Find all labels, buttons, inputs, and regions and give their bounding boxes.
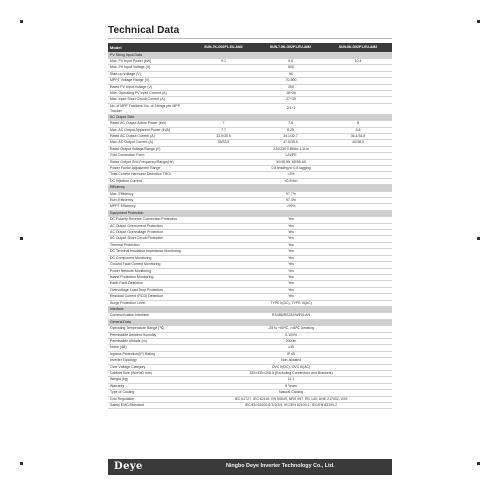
spec-label: Inverter Topology xyxy=(108,358,190,364)
table-header-row xyxy=(108,43,392,52)
spec-value: 330×330×208.5 (Excluding Connectors and Brackets) xyxy=(190,371,392,377)
spec-value: L/N/PE xyxy=(190,153,392,159)
spec-value: 35/33.5 xyxy=(190,140,257,146)
spec-value: 7.7 xyxy=(190,127,257,133)
spec-value: 8 xyxy=(324,121,392,127)
section-title: Interface xyxy=(108,306,392,312)
section-title: Equipment Protection xyxy=(108,210,392,216)
crop-mark xyxy=(477,237,480,240)
brand-logo: Deye xyxy=(114,461,143,472)
model-column-header: SUN-8K-G02P1-EU-AM2 xyxy=(324,43,392,52)
spec-label: Rated Output Grid Frequency/Range(Hz) xyxy=(108,159,190,165)
spec-value: <3% xyxy=(190,172,392,178)
crop-mark xyxy=(20,462,23,465)
spec-table xyxy=(108,43,392,409)
spec-label: Grid Regulation xyxy=(108,396,190,402)
spec-label: Rated PV Input Voltage (V) xyxy=(108,84,190,90)
spec-value: 500 xyxy=(190,65,392,71)
section-title: General Data xyxy=(108,319,392,325)
spec-label: Ingress Protection(IP) Rating xyxy=(108,351,190,357)
spec-label: Residual Current (RCD) Detection xyxy=(108,294,190,300)
spec-value: IEC 61727, IEC 62116, EN 50549, NRS 097, RD 140, UNE 217002, G99 xyxy=(190,396,392,402)
spec-value: Yes xyxy=(190,223,392,229)
spec-value: Natural Cooling xyxy=(190,390,392,396)
spec-value: 2/1+2 xyxy=(190,103,392,114)
spec-value: Yes xyxy=(190,268,392,274)
spec-value: IP 65 xyxy=(190,351,392,357)
spec-value: Yes xyxy=(190,287,392,293)
spec-label: Weight (kg) xyxy=(108,377,190,383)
model-header: Model xyxy=(108,43,190,52)
spec-value: 7 xyxy=(190,121,257,127)
spec-value: Yes xyxy=(190,249,392,255)
spec-row xyxy=(108,103,392,114)
spec-value: Yes xyxy=(190,294,392,300)
crop-mark xyxy=(20,237,23,240)
spec-label: Surge Protection Level xyxy=(108,300,190,306)
spec-label: Warranty xyxy=(108,383,190,389)
spec-value: Non-Isolated xyxy=(190,358,392,364)
spec-label: Max. PV Input Voltage (V) xyxy=(108,65,190,71)
spec-value: 8.8 xyxy=(324,127,392,133)
spec-value: Yes xyxy=(190,236,392,242)
spec-value: 27+39 xyxy=(190,97,392,103)
spec-value: 97.3% xyxy=(190,198,392,204)
spec-value: 18+26 xyxy=(190,90,392,96)
spec-value: Yes xyxy=(190,262,392,268)
spec-value: 40/38.3 xyxy=(324,140,392,146)
spec-value: 33.9/30.5 xyxy=(190,133,257,139)
spec-value: 8.25 xyxy=(257,127,324,133)
spec-label: Permissible Altitude (m) xyxy=(108,338,190,344)
spec-value: TYPE II(DC), TYPE III(AC) xyxy=(190,300,392,306)
spec-value: Yes xyxy=(190,281,392,287)
spec-label: Earth Fault Detection xyxy=(108,281,190,287)
spec-label: DC Component Monitoring xyxy=(108,255,190,261)
spec-label: Ground Fault Current Monitoring xyxy=(108,262,190,268)
spec-label: DC Terminal Insulation Impedance Monitoring xyxy=(108,249,190,255)
spec-value: 7.5 xyxy=(257,121,324,127)
spec-value: 80 xyxy=(190,71,392,77)
spec-value: 50/45-55, 60/55-65 xyxy=(190,159,392,165)
spec-label: Cabinet Size (WxHxD mm) xyxy=(108,371,190,377)
spec-value: Yes xyxy=(190,274,392,280)
spec-value: 260 xyxy=(190,84,392,90)
spec-label: Thermal Protection xyxy=(108,242,190,248)
crop-mark xyxy=(477,20,480,23)
spec-value: 34.1/32.7 xyxy=(257,133,324,139)
spec-label: Max. AC Output Apparent Power (kVA) xyxy=(108,127,190,133)
datasheet-page xyxy=(72,8,428,480)
spec-value: 36.4/34.8 xyxy=(324,133,392,139)
spec-value: Yes xyxy=(190,242,392,248)
spec-label: Safety EMC/Standard xyxy=(108,403,190,409)
spec-label: Power Network Monitoring xyxy=(108,268,190,274)
crop-mark xyxy=(20,20,23,23)
spec-label: Max. PV Input Power (kW) xyxy=(108,58,190,64)
spec-label: Operating Temperature Range (℃) xyxy=(108,326,190,332)
spec-value: Yes xyxy=(190,255,392,261)
spec-value: ≤35 xyxy=(190,345,392,351)
spec-label: Island Protection Monitoring xyxy=(108,274,190,280)
spec-value: 12.1 xyxy=(190,377,392,383)
spec-value: 70-500 xyxy=(190,78,392,84)
spec-value: 0-100% xyxy=(190,332,392,338)
section-title: AC Output Side xyxy=(108,114,392,120)
spec-value: 9.8 xyxy=(257,58,324,64)
title-divider xyxy=(108,38,392,39)
spec-label: Total Current Harmonic Distortion THDi xyxy=(108,172,190,178)
spec-label: Rated AC Output Current (A) xyxy=(108,133,190,139)
spec-label: Permissible Ambient Humidity xyxy=(108,332,190,338)
section-title: Efficiency xyxy=(108,185,392,191)
page-title: Technical Data xyxy=(108,25,180,36)
spec-value: 0.8 leading to 0.8 lagging xyxy=(190,166,392,172)
spec-label: Max. Operating PV Input Current (A) xyxy=(108,90,190,96)
spec-label: AC Output Overcurrent Protection xyxy=(108,223,190,229)
spec-label: Type of Cooling xyxy=(108,390,190,396)
spec-value: 5 Years xyxy=(190,383,392,389)
footer-bar xyxy=(108,459,392,475)
spec-label: Rated AC Output Active Power (kW) xyxy=(108,121,190,127)
model-column-header: SUN-7.5K-G02P1-EU-AM2 xyxy=(257,43,324,52)
spec-value: 97.7% xyxy=(190,191,392,197)
spec-value: 220/230 0.85Un-1.1Un xyxy=(190,146,392,152)
spec-value: OVC II(DC), OVC III(AC) xyxy=(190,364,392,370)
spec-label: MPPT Voltage Range (V) xyxy=(108,78,190,84)
model-column-header: SUN-7K-G02P1-EU-AM2 xyxy=(190,43,257,52)
spec-value: <0.5%In xyxy=(190,178,392,184)
spec-value: >99% xyxy=(190,204,392,210)
spec-label: MPPT Efficiency xyxy=(108,204,190,210)
spec-label: Communication Interface xyxy=(108,313,190,319)
spec-label: Over Voltage Category xyxy=(108,364,190,370)
spec-value: 37.5/35.9 xyxy=(257,140,324,146)
spec-label: AC Output Overvoltage Protection xyxy=(108,230,190,236)
section-title: PV String Input Data xyxy=(108,52,392,58)
spec-label: Max. Efficiency xyxy=(108,191,190,197)
spec-value: 10.4 xyxy=(324,58,392,64)
spec-label: DC Polarity Reverse Connection Protection xyxy=(108,217,190,223)
spec-label: DC Injection Current xyxy=(108,178,190,184)
spec-label: Max. Input Short Circuit Current (A) xyxy=(108,97,190,103)
spec-label: Max. AC Output Current (A) xyxy=(108,140,190,146)
spec-label: Start-up Voltage (V) xyxy=(108,71,190,77)
spec-value: IEC/EN 61000-6-1/2/3/4, IEC/EN 62109-1, IEC/EN 62109-2 xyxy=(190,403,392,409)
spec-label: Power Factor Adjustment Range xyxy=(108,166,190,172)
spec-value: Yes xyxy=(190,217,392,223)
spec-value: -25 to +60℃, >45℃ Derating xyxy=(190,326,392,332)
spec-value: Yes xyxy=(190,230,392,236)
spec-value: 2000m xyxy=(190,338,392,344)
spec-label: Grid Connection Form xyxy=(108,153,190,159)
spec-label: Overvoltage Load Drop Protection xyxy=(108,287,190,293)
spec-value: RS485/RS232/WiFi/LAN xyxy=(190,313,392,319)
spec-value: 9.1 xyxy=(190,58,257,64)
spec-row xyxy=(108,403,392,409)
spec-label: Rated Output Voltage/Range (V) xyxy=(108,146,190,152)
spec-label: No. of MPP Trackers/ No. of Strings per MPP Tracker xyxy=(108,103,190,114)
company-name: Ningbo Deye Inverter Technology Co., Ltd. xyxy=(226,463,335,469)
spec-label: Noise (dB) xyxy=(108,345,190,351)
spec-label: AC Output Short Circuit Protection xyxy=(108,236,190,242)
crop-mark xyxy=(477,462,480,465)
spec-label: Euro Efficiency xyxy=(108,198,190,204)
